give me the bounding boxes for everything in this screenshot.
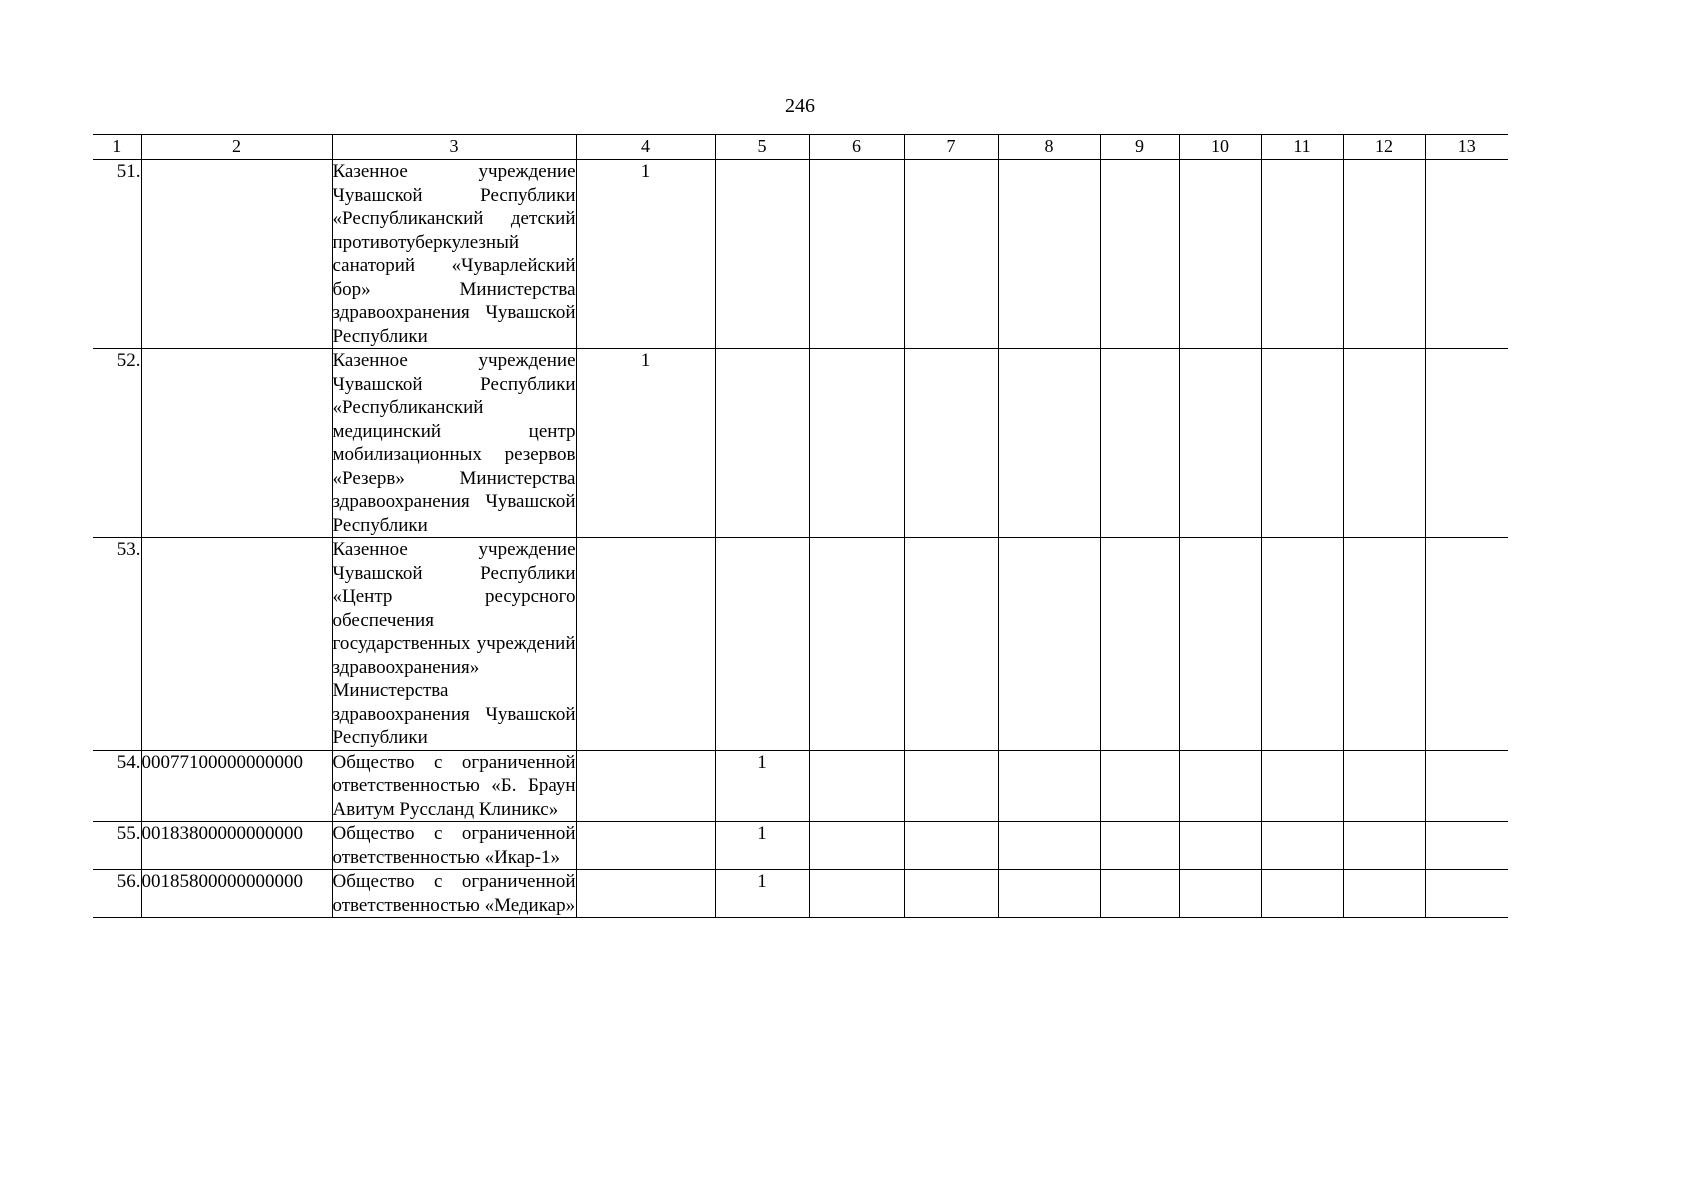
data-table <box>93 134 1508 918</box>
value-cell <box>1343 160 1425 349</box>
column-header: 12 <box>1343 135 1425 160</box>
page-number: 246 <box>785 95 815 117</box>
value-cell <box>809 349 904 538</box>
column-header: 7 <box>904 135 998 160</box>
value-cell <box>1179 750 1261 822</box>
organization-name-cell: Общество с ограниченной ответственностью «Б. Браун Авитум Руссланд Клиникс» <box>332 751 576 820</box>
value-cell <box>998 538 1100 751</box>
column-header: 5 <box>715 135 809 160</box>
value-cell <box>998 822 1100 870</box>
value-cell <box>1179 870 1261 918</box>
table-header <box>93 135 1508 160</box>
value-cell <box>1261 750 1343 822</box>
value-cell <box>1179 538 1261 751</box>
column-header: 11 <box>1261 135 1343 160</box>
column-header: 9 <box>1100 135 1179 160</box>
row-number-cell: 51. <box>93 160 141 349</box>
column-header: 10 <box>1179 135 1261 160</box>
table-row <box>93 750 1508 822</box>
value-cell <box>1100 538 1179 751</box>
value-cell <box>904 349 998 538</box>
column-header: 8 <box>998 135 1100 160</box>
value-cell <box>1425 349 1508 538</box>
value-cell <box>1179 160 1261 349</box>
value-cell <box>904 870 998 918</box>
organization-name-cell: Общество с ограниченной ответственностью «Икар-1» <box>332 823 576 868</box>
value-cell: 1 <box>576 349 715 538</box>
value-cell <box>809 750 904 822</box>
value-cell <box>1425 822 1508 870</box>
value-cell <box>1343 822 1425 870</box>
value-cell <box>715 349 809 538</box>
header-row <box>93 135 1508 160</box>
value-cell <box>1100 870 1179 918</box>
value-cell: 1 <box>715 822 809 870</box>
value-cell <box>809 822 904 870</box>
column-header: 3 <box>332 135 576 160</box>
row-number-cell: 54. <box>93 750 141 822</box>
column-header: 13 <box>1425 135 1508 160</box>
value-cell <box>576 870 715 918</box>
value-cell <box>1261 822 1343 870</box>
organization-name-cell: Казенное учреждение Чувашской Республики «Центр ресурсного обеспечения государственных учреждений здравоохранения» Министерства здравоохранения Чувашской Республики <box>332 539 576 748</box>
table-row <box>93 349 1508 538</box>
column-header: 6 <box>809 135 904 160</box>
code-cell <box>141 160 332 349</box>
value-cell <box>998 750 1100 822</box>
value-cell <box>1261 160 1343 349</box>
row-number-cell: 52. <box>93 349 141 538</box>
value-cell: 1 <box>576 160 715 349</box>
value-cell <box>1343 750 1425 822</box>
column-header: 1 <box>93 135 141 160</box>
value-cell <box>1100 160 1179 349</box>
table-row <box>93 160 1508 349</box>
value-cell <box>904 822 998 870</box>
table-row <box>93 538 1508 751</box>
row-number-cell: 53. <box>93 538 141 751</box>
value-cell <box>1261 870 1343 918</box>
value-cell <box>576 750 715 822</box>
value-cell <box>1343 538 1425 751</box>
value-cell <box>1261 349 1343 538</box>
value-cell: 1 <box>715 750 809 822</box>
row-number-cell: 55. <box>93 822 141 870</box>
code-cell <box>141 538 332 751</box>
value-cell <box>1425 750 1508 822</box>
value-cell <box>1261 538 1343 751</box>
code-cell <box>141 349 332 538</box>
value-cell <box>998 870 1100 918</box>
value-cell <box>904 160 998 349</box>
value-cell <box>1179 349 1261 538</box>
value-cell: 1 <box>715 870 809 918</box>
value-cell <box>904 750 998 822</box>
table-body <box>93 160 1508 918</box>
organization-name-cell: Казенное учреждение Чувашской Республики «Республиканский медицинский центр мобилизационных резервов «Резерв» Министерства здравоохранения Чувашской Республики <box>332 350 576 536</box>
value-cell <box>1425 870 1508 918</box>
code-cell: 00185800000000000 <box>141 870 332 918</box>
value-cell <box>809 870 904 918</box>
column-header: 4 <box>576 135 715 160</box>
value-cell <box>1343 870 1425 918</box>
organization-name-cell: Общество с ограниченной ответственностью «Медикар» <box>332 871 576 916</box>
value-cell <box>998 349 1100 538</box>
value-cell <box>904 538 998 751</box>
value-cell <box>576 538 715 751</box>
value-cell <box>809 160 904 349</box>
value-cell <box>1100 750 1179 822</box>
value-cell <box>1343 349 1425 538</box>
value-cell <box>715 160 809 349</box>
table-row <box>93 870 1508 918</box>
value-cell <box>576 822 715 870</box>
column-header: 2 <box>141 135 332 160</box>
value-cell <box>809 538 904 751</box>
value-cell <box>715 538 809 751</box>
row-number-cell: 56. <box>93 870 141 918</box>
value-cell <box>1179 822 1261 870</box>
value-cell <box>1100 349 1179 538</box>
value-cell <box>1425 538 1508 751</box>
value-cell <box>1425 160 1508 349</box>
table-row <box>93 822 1508 870</box>
value-cell <box>998 160 1100 349</box>
organization-name-cell: Казенное учреждение Чувашской Республики «Республиканский детский противотуберкулезный санаторий «Чуварлейский бор» Министерства здравоохранения Чувашской Республики <box>332 161 576 347</box>
code-cell: 00183800000000000 <box>141 822 332 870</box>
code-cell: 00077100000000000 <box>141 750 332 822</box>
value-cell <box>1100 822 1179 870</box>
